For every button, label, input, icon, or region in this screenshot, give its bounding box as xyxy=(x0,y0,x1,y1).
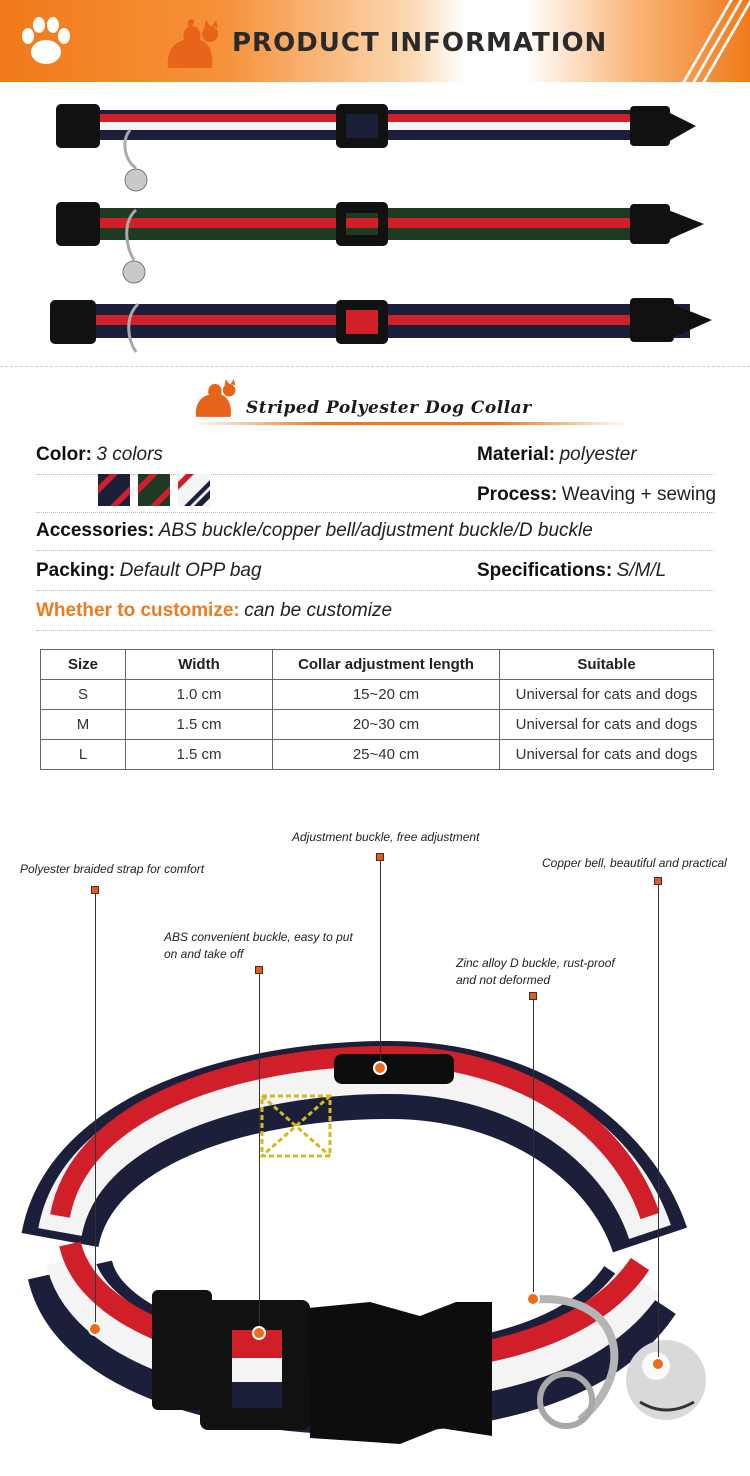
annotation-marker xyxy=(376,853,384,861)
accessories-value: ABS buckle/copper bell/adjustment buckle/D buckle xyxy=(158,520,593,541)
banner-stripe xyxy=(702,0,750,82)
page-title: PRODUCT INFORMATION xyxy=(232,28,608,58)
table-header: Suitable xyxy=(500,650,714,680)
table-header: Size xyxy=(41,650,126,680)
table-cell: 1.0 cm xyxy=(126,680,273,710)
info-row-accessories xyxy=(36,512,714,551)
info-row-color xyxy=(36,436,714,475)
collar-red-white-navy xyxy=(56,104,696,191)
material-label: Material: xyxy=(477,444,556,465)
table-row xyxy=(41,710,714,740)
collar-navy-red xyxy=(50,298,712,352)
table-cell: 1.5 cm xyxy=(126,740,273,770)
customize-value: can be customize xyxy=(244,600,393,621)
size-table xyxy=(40,649,714,770)
table-cell: 20~30 cm xyxy=(273,710,500,740)
annotation-line xyxy=(380,861,381,1063)
accessories-label: Accessories: xyxy=(36,520,155,541)
table-header-row xyxy=(41,650,714,680)
table-cell: Universal for cats and dogs xyxy=(500,710,714,740)
dog-cat-logo-icon xyxy=(188,376,242,420)
annotation-marker xyxy=(529,992,537,1000)
annotation-marker xyxy=(91,886,99,894)
feature-note-adjust: Adjustment buckle, free adjustment xyxy=(292,830,480,844)
banner-stripe xyxy=(692,0,742,82)
annotation-line xyxy=(658,885,659,1359)
feature-note-dbuckle: Zinc alloy D buckle, rust-proof and not deformed xyxy=(456,956,615,987)
info-row-packing xyxy=(36,552,714,591)
specifications-label: Specifications: xyxy=(477,560,613,581)
table-row xyxy=(41,740,714,770)
packing-value: Default OPP bag xyxy=(119,560,262,581)
annotation-line xyxy=(259,974,260,1328)
annotation-marker xyxy=(255,966,263,974)
specifications-value: S/M/L xyxy=(616,560,667,581)
feature-note-strap: Polyester braided strap for comfort xyxy=(20,862,205,876)
table-cell: Universal for cats and dogs xyxy=(500,740,714,770)
table-cell: 15~20 cm xyxy=(273,680,500,710)
callout-dot xyxy=(526,1292,540,1306)
callout-dot xyxy=(252,1326,266,1340)
table-cell: M xyxy=(41,710,126,740)
table-header: Width xyxy=(126,650,273,680)
color-swatch-green-red xyxy=(138,474,170,506)
callout-dot xyxy=(88,1322,102,1336)
info-row-customize xyxy=(36,592,714,631)
collar-closeup-image xyxy=(0,1040,750,1476)
color-label: Color: xyxy=(36,444,92,465)
table-cell: L xyxy=(41,740,126,770)
table-cell: S xyxy=(41,680,126,710)
accessories-item xyxy=(36,520,593,542)
table-cell: 1.5 cm xyxy=(126,710,273,740)
table-cell: Universal for cats and dogs xyxy=(500,680,714,710)
dog-cat-logo-icon xyxy=(160,16,224,72)
color-item xyxy=(36,444,163,466)
color-swatch-navy-red xyxy=(98,474,130,506)
customize-item xyxy=(36,600,392,622)
table-header: Collar adjustment length xyxy=(273,650,500,680)
packing-item xyxy=(36,560,262,582)
annotation-line xyxy=(533,1000,534,1296)
table-cell: 25~40 cm xyxy=(273,740,500,770)
feature-note-abs: ABS convenient buckle, easy to put on and take off xyxy=(164,930,353,961)
section-title: Striped Polyester Dog Collar xyxy=(246,398,532,418)
material-value: polyester xyxy=(559,444,637,465)
color-value: 3 colors xyxy=(96,444,163,465)
info-row-process xyxy=(36,474,717,513)
collar-green-red xyxy=(56,202,704,283)
section-underline xyxy=(190,422,630,425)
process-item xyxy=(477,484,716,506)
callout-dot xyxy=(373,1061,387,1075)
feature-note-bell: Copper bell, beautiful and practical xyxy=(542,856,727,870)
divider xyxy=(0,366,750,369)
annotation-line xyxy=(95,894,96,1328)
paw-icon xyxy=(16,12,76,72)
table-row xyxy=(41,680,714,710)
product-collars-image xyxy=(0,82,750,366)
annotation-marker xyxy=(654,877,662,885)
color-swatch-red-white-navy xyxy=(178,474,210,506)
specifications-item xyxy=(477,560,666,582)
packing-label: Packing: xyxy=(36,560,116,581)
customize-label: Whether to customize: xyxy=(36,600,240,621)
material-item xyxy=(477,444,637,466)
process-value: Weaving + sewing xyxy=(561,484,717,505)
callout-dot xyxy=(651,1357,665,1371)
process-label: Process: xyxy=(477,484,558,505)
